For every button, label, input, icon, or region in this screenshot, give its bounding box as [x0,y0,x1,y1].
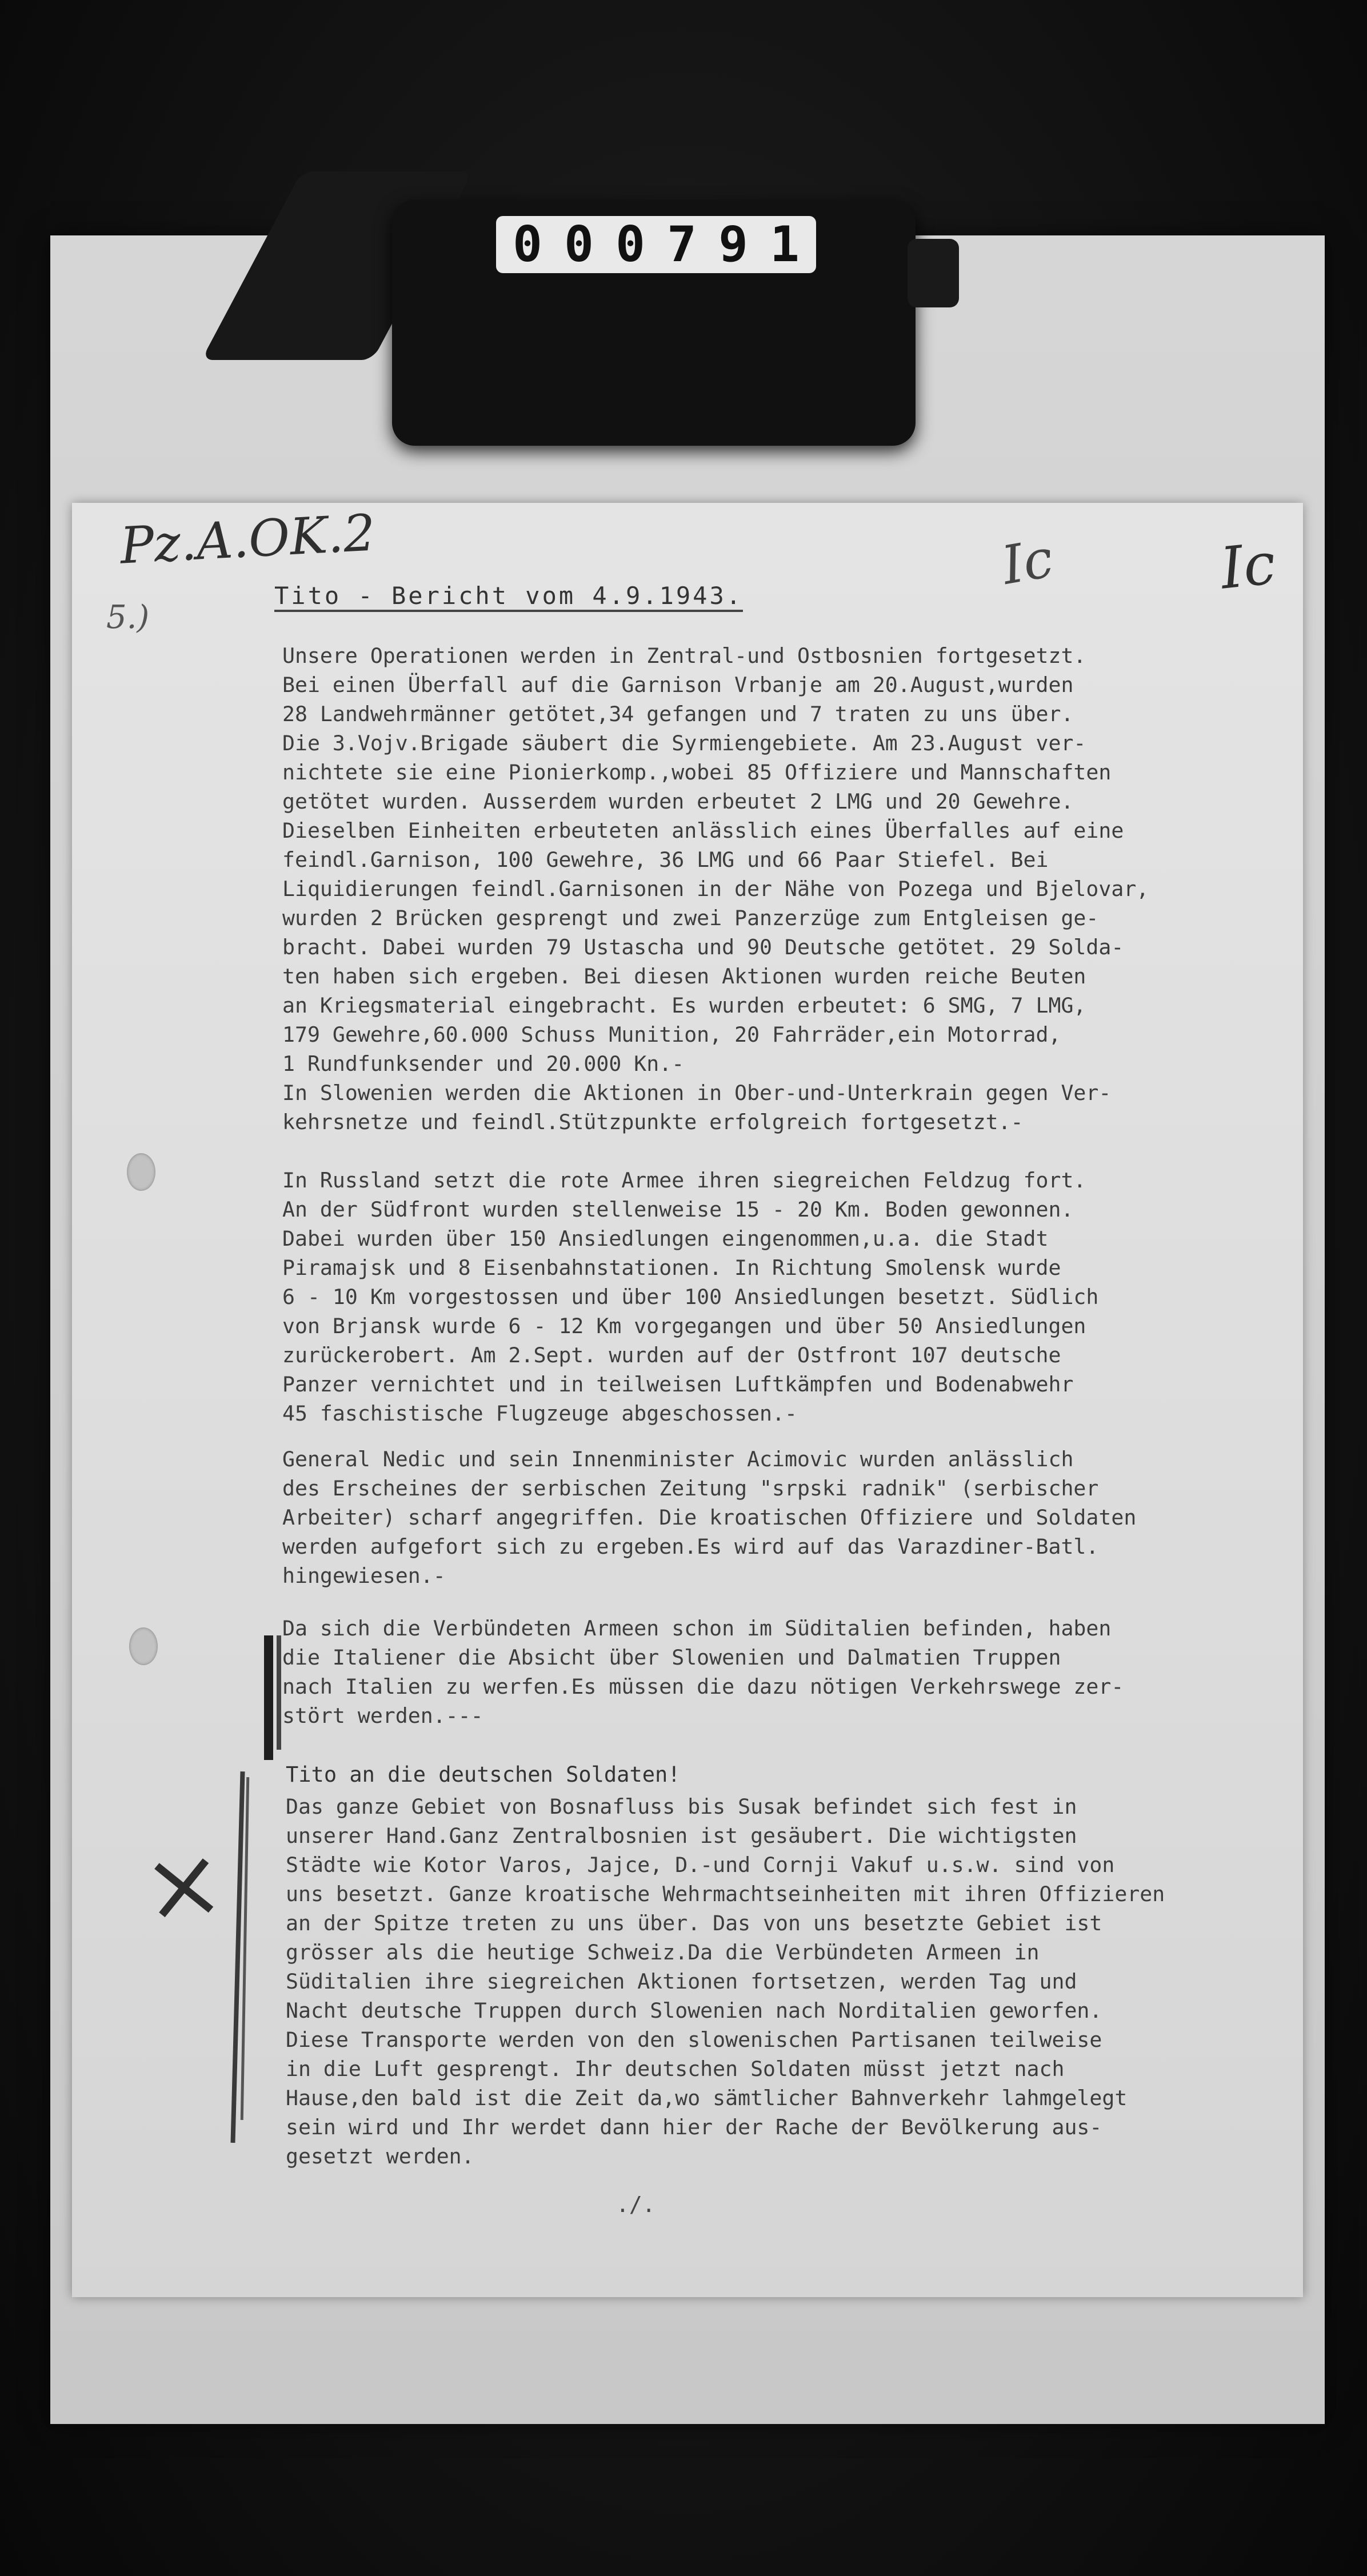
punch-hole [129,1627,158,1665]
counter-digit: 7 [667,216,697,273]
paragraph-nedic: General Nedic und sein Innenminister Acimovic wurden anlässlich des Erscheines der serbischen Zeitung "srpski radnik" (serbischer Arbeiter) scharf angegriffen. Die kroatischen Offiziere und Soldaten werden aufgefort sich zu ergeben.Es wird auf das Varazdiner-Batl. hingewiesen.- [282,1447,1137,1588]
paragraph-russia: In Russland setzt die rote Armee ihren siegreichen Feldzug fort. An der Südfront wurden stellenweise 15 - 20 Km. Boden gewonnen. Dabei wurden über 150 Ansiedlungen eingenommen,u.a. die Stadt Piramajsk und 8 Eisenbahnstationen. In Richtung Smolensk wurde 6 - 10 Km vorgestossen und über 100 Ansiedlungen besetzt. Südlich von Brjansk wurde 6 - 12 Km vorgegangen und über 50 Ansiedlungen zurückerobert. Am 2.Sept. wurden auf der Ostfront 107 deutsche Panzer vernichtet und in teilweisen Luftkämpfen und Bodenabwehr 45 faschistische Flugzeuge abgeschossen.- [282,1168,1099,1426]
counter-digit: 0 [513,216,542,273]
counter-digit: 9 [718,216,748,273]
punch-hole [127,1153,155,1191]
margin-cross-icon: × [137,1825,230,1946]
handwritten-page-number: 5.) [106,599,150,636]
counter-digit: 0 [564,216,594,273]
end-mark: ./. [616,2192,655,2217]
handwritten-unit-note: Pz.A.OK.2 [118,503,377,575]
margin-marker-bar [264,1635,273,1760]
counter-knob [908,239,959,307]
page-counter-window [496,216,816,273]
handwritten-department-mark: Ic [1217,530,1279,602]
paragraph-italy: Da sich die Verbündeten Armeen schon im Süditalien befinden, haben die Italiener die Absicht über Slowenien und Dalmatien Truppen nach Italien zu werfen.Es müssen die dazu nötigen Verkehrswege zer- stört werden.--- [282,1616,1124,1728]
paragraph-yugoslavia: Unsere Operationen werden in Zentral-und Ostbosnien fortgesetzt. Bei einen Überfall auf die Garnison Vrbanje am 20.August,wurden 28 Landwehrmänner getötet,34 gefangen und 7 traten zu uns über. Die 3.Vojv.Brigade säubert die Syrmiengebiete. Am 23.August ver- nichtete sie eine Pionierkomp.,wobei 85 Offiziere und Mannschaften getötet wurden. Ausserdem wurden erbeutet 2 LMG und 20 Gewehre. Dieselben Einheiten erbeuteten anlässlich eines Überfalles auf eine feindl.Garnison, 100 Gewehre, 36 LMG und 66 Paar Stiefel. Bei Liquidierungen feindl.Garnisonen in der Nähe von Pozega und Bjelovar, wurden 2 Brücken gesprengt und zwei Panzerzüge zum Entgleisen ge- bracht. Dabei wurden 79 Ustascha und 90 Deutsche getötet. 29 Solda- ten haben sich ergeben. Bei diesen Aktionen wurden reiche Beuten an Kriegsmaterial eingebracht. Es wurden erbeutet: 6 SMG, 7 LMG, 179 Gewehre,60.000 Schuss Munition, 20 Fahrräder,ein Motorrad, 1 Rundfunksender und 20.000 Kn.- In Slowenien werden die Aktionen in Ober-und-Unterkrain gegen Ver- kehrsnetze und feindl.Stützpunkte erfolgreich fortgesetzt.- [282,643,1149,1134]
counter-digit: 1 [770,216,800,273]
margin-marker-bar [277,1635,281,1750]
handwritten-initial-mark: Ic [997,527,1058,597]
counter-digit: 0 [615,216,645,273]
paragraph-appeal: Das ganze Gebiet von Bosnafluss bis Susak befindet sich fest in unserer Hand.Ganz Zentralbosnien ist gesäubert. Die wichtigsten Städte wie Kotor Varos, Jajce, D.-und Cornji Vakuf u.s.w. sind von uns besetzt. Ganze kroatische Wehrmachtseinheiten mit ihren Offizieren an der Spitze treten zu uns über. Das von uns besetzte Gebiet ist grösser als die heutige Schweiz.Da die Verbündeten Armeen in Süditalien ihre siegreichen Aktionen fortsetzen, werden Tag und Nacht deutsche Truppen durch Slowenien nach Norditalien geworfen. Diese Transporte werden von den slowenischen Partisanen teilweise in die Luft gesprengt. Ihr deutschen Soldaten müsst jetzt nach Hause,den bald ist die Zeit da,wo sämtlicher Bahnverkehr lahmgelegt sein wird und Ihr werdet dann hier der Rache der Bevölkerung aus- gesetzt werden. [286,1794,1165,2169]
document-title: Tito - Bericht vom 4.9.1943. [274,582,743,612]
appeal-heading: Tito an die deutschen Soldaten! [286,1762,681,1787]
